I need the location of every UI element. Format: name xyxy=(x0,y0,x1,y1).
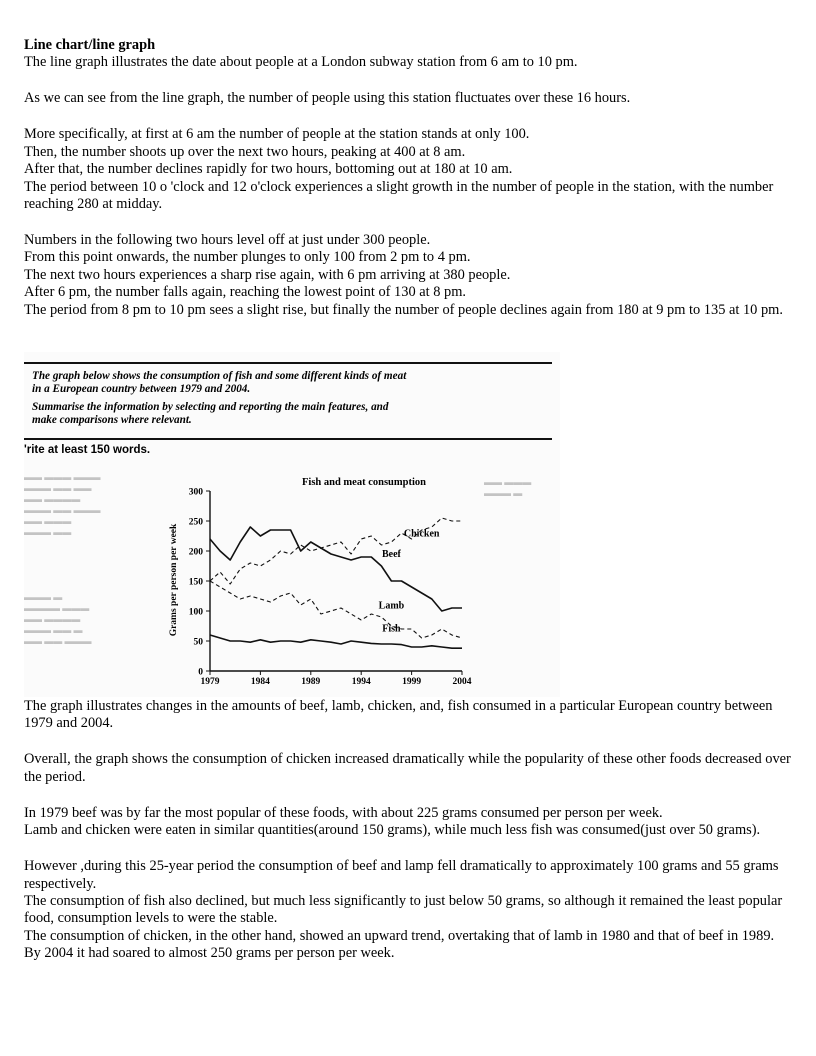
series-label-beef: Beef xyxy=(381,549,401,560)
series-line-lamb xyxy=(210,581,462,638)
x-tick-label: 1999 xyxy=(402,677,422,687)
intro-section xyxy=(24,37,796,319)
series-line-fish xyxy=(210,635,462,648)
detail-line: After 6 pm, the number falls again, reaching the lowest point of 130 at 8 pm. xyxy=(24,284,466,301)
answer-line: Lamb and chicken were eaten in similar quantities(around 150 grams), while much less fish was consumed(just over 50 grams). xyxy=(24,822,761,839)
chart-label-layer xyxy=(379,529,440,635)
bleed-through-text: ▬▬▬ ▬ ▬▬▬▬ ▬▬▬ ▬▬ ▬▬▬▬ ▬▬▬ ▬▬ ▬ ▬▬ ▬▬ ▬▬▬ xyxy=(24,592,92,646)
scanned-task-image xyxy=(24,352,560,697)
word-count-instruction: 'rite at least 150 words. xyxy=(24,444,151,456)
intro-paragraph: The line graph illustrates the date about people at a London subway station from 6 am to 10 pm. xyxy=(24,54,578,71)
detail-line: The period from 8 pm to 10 pm sees a slight rise, but finally the number of people declines again from 180 at 9 pm to 135 at 10 pm. xyxy=(24,301,783,318)
task-prompt-line: make comparisons where relevant. xyxy=(32,413,192,426)
answer-line: The consumption of fish also declined, but much less significantly to just below 50 grams, so although it remained the least popular food, consumption levels to were the stable. xyxy=(24,893,783,927)
x-tick-label: 2004 xyxy=(452,677,472,687)
answer-line: However ,during this 25-year period the consumption of beef and lamp fell dramatically to approximately 100 grams and 55 grams respectively. xyxy=(24,858,779,892)
y-tick-label: 300 xyxy=(188,487,203,498)
chart-axes xyxy=(189,488,472,688)
series-label-chicken: Chicken xyxy=(403,528,440,540)
y-tick-label: 250 xyxy=(188,517,203,528)
detail-line: The period between 10 o 'clock and 12 o'clock experiences a slight growth in the number of people in the station, with the number reaching 280 at midday. xyxy=(24,178,774,213)
bleed-through-text: ▬▬ ▬▬▬ ▬▬▬ ▬▬▬ ▬▬ ▬▬ ▬▬ ▬▬▬▬ ▬▬▬ ▬▬ ▬▬▬ ▬▬ ▬▬▬ ▬▬▬ ▬▬ xyxy=(24,472,101,537)
answer-line: The consumption of chicken, in the other hand, showed an upward trend, overtaking that of lamb in 1980 and that of beef in 1989. xyxy=(24,927,775,944)
series-label-fish: Fish xyxy=(382,623,401,635)
detail-line: From this point onwards, the number plunges to only 100 from 2 pm to 4 pm. xyxy=(24,249,471,266)
task-prompt-line: in a European country between 1979 and 2004. xyxy=(32,382,251,395)
page-heading: Line chart/line graph xyxy=(24,37,156,53)
bleed-through-text: ▬▬ ▬▬▬ ▬▬▬ ▬ xyxy=(484,477,532,498)
answer-line: By 2004 it had soared to almost 250 grams per person per week. xyxy=(24,945,395,962)
task-prompt-line: Summarise the information by selecting and reporting the main features, and xyxy=(32,401,389,413)
x-tick-label: 1984 xyxy=(250,677,270,687)
y-tick-label: 150 xyxy=(188,577,203,588)
x-tick-label: 1994 xyxy=(351,677,371,687)
detail-line: Then, the number shoots up over the next two hours, peaking at 400 at 8 am. xyxy=(24,143,466,160)
answer-line: In 1979 beef was by far the most popular of these foods, with about 225 grams consumed per person per week. xyxy=(24,804,663,821)
answer-section xyxy=(24,698,796,963)
fish-meat-chart xyxy=(24,352,560,697)
y-tick-label: 100 xyxy=(188,607,203,618)
answer-paragraph: Overall, the graph shows the consumption of chicken increased dramatically while the popularity of these other foods decreased over the period. xyxy=(24,751,791,785)
x-tick-label: 1979 xyxy=(200,677,220,687)
y-tick-label: 50 xyxy=(193,637,203,648)
answer-paragraph: The graph illustrates changes in the amounts of beef, lamb, chicken, and, fish consumed in a particular European country between 1979 and 2004. xyxy=(24,698,773,732)
overview-paragraph: As we can see from the line graph, the number of people using this station fluctuates over these 16 hours. xyxy=(24,90,631,107)
detail-line: Numbers in the following two hours level off at just under 300 people. xyxy=(24,232,431,249)
y-tick-label: 200 xyxy=(188,547,203,558)
y-axis-label: Grams per person per week xyxy=(169,523,179,637)
x-tick-label: 1989 xyxy=(301,677,321,687)
task-prompt-line: The graph below shows the consumption of fish and some different kinds of meat xyxy=(32,370,407,382)
detail-line: After that, the number declines rapidly for two hours, bottoming out at 180 at 10 am. xyxy=(24,161,513,178)
series-label-lamb: Lamb xyxy=(378,600,405,612)
y-tick-label: 0 xyxy=(198,667,203,678)
chart-title: Fish and meat consumption xyxy=(302,477,426,488)
detail-line: The next two hours experiences a sharp rise again, with 6 pm arriving at 380 people. xyxy=(24,266,511,283)
detail-line: More specifically, at first at 6 am the number of people at the station stands at only 100. xyxy=(24,126,530,143)
